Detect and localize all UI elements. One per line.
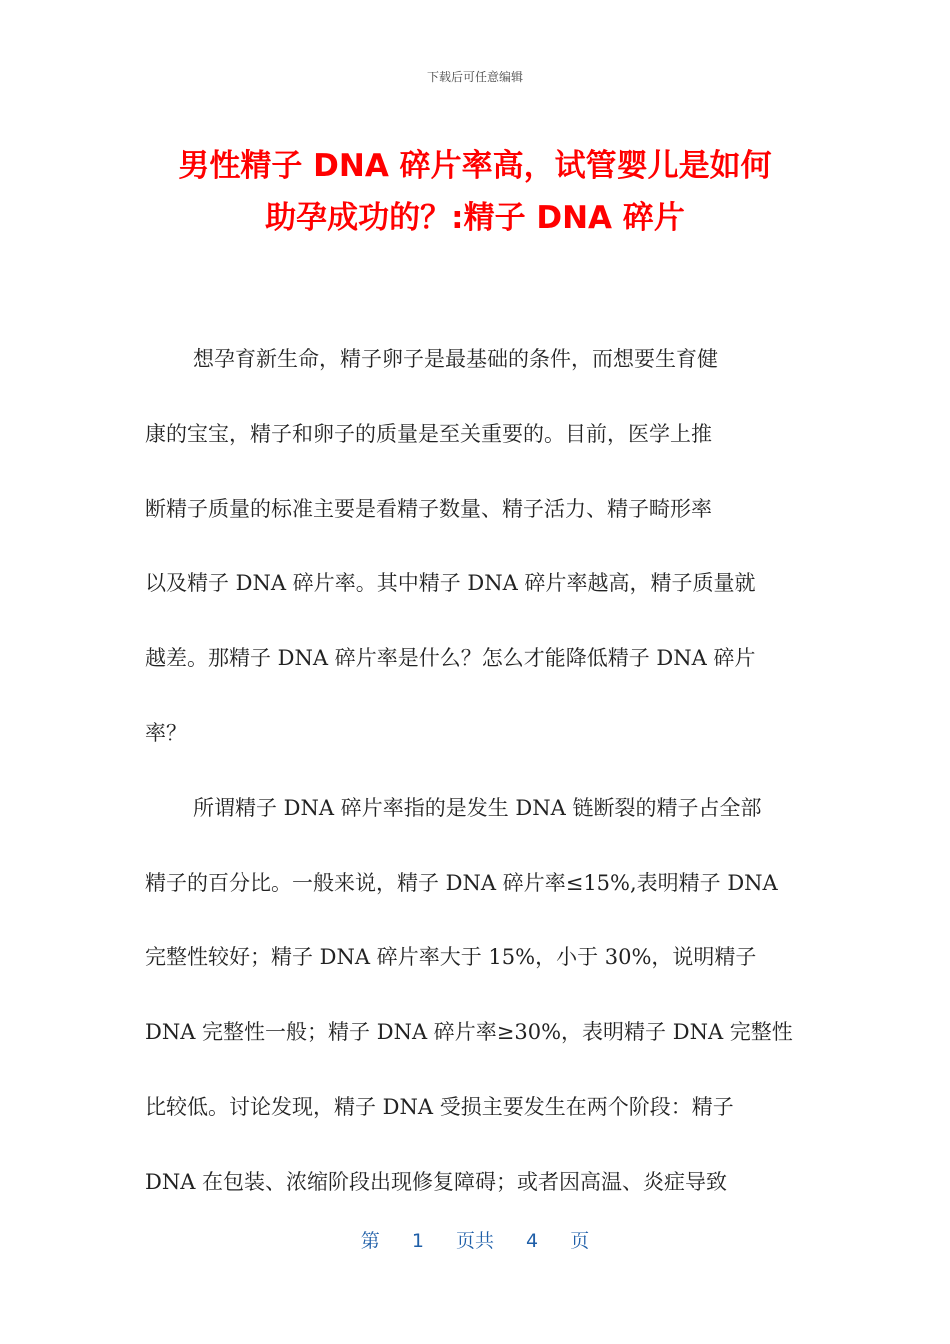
paragraph-line: 以及精子 DNA 碎片率。其中精子 DNA 碎片率越高，精子质量就	[145, 571, 756, 596]
paragraph-line: 断精子质量的标准主要是看精子数量、精子活力、精子畸形率	[145, 496, 712, 521]
document-body	[145, 322, 805, 1220]
title-line-1: 男性精子 DNA 碎片率高，试管婴儿是如何	[178, 148, 772, 184]
total-pages: 4	[526, 1230, 539, 1252]
page-footer	[0, 1226, 950, 1253]
footer-suffix: 页	[570, 1230, 590, 1252]
page-number: 1	[411, 1230, 424, 1252]
paragraph-line: 完整性较好；精子 DNA 碎片率大于 15%，小于 30%，说明精子	[145, 945, 757, 970]
paragraph-line: DNA 在包装、浓缩阶段出现修复障碍；或者因高温、炎症导致	[145, 1169, 728, 1194]
paragraph-line: 精子的百分比。一般来说，精子 DNA 碎片率≤15%,表明精子 DNA	[145, 870, 778, 895]
paragraph-1	[145, 322, 805, 771]
paragraph-line: 所谓精子 DNA 碎片率指的是发生 DNA 链断裂的精子占全部	[193, 795, 762, 820]
paragraph-line: 康的宝宝，精子和卵子的质量是至关重要的。目前，医学上推	[145, 421, 712, 446]
paragraph-2	[145, 771, 805, 1220]
header-note: 下载后可任意编辑	[426, 70, 523, 84]
paragraph-line: 率？	[145, 720, 187, 745]
footer-prefix: 第	[360, 1230, 380, 1252]
paragraph-line: 比较低。讨论发现，精子 DNA 受损主要发生在两个阶段：精子	[145, 1094, 734, 1119]
paragraph-line: DNA 完整性一般；精子 DNA 碎片率≥30%，表明精子 DNA 完整性	[145, 1020, 793, 1045]
paragraph-line: 越差。那精子 DNA 碎片率是什么？怎么才能降低精子 DNA 碎片	[145, 646, 756, 671]
title-line-2: 助孕成功的？:精子 DNA 碎片	[265, 200, 685, 236]
document-title	[60, 140, 890, 244]
footer-middle: 页共	[455, 1230, 494, 1252]
paragraph-line: 想孕育新生命，精子卵子是最基础的条件，而想要生育健	[193, 347, 718, 371]
